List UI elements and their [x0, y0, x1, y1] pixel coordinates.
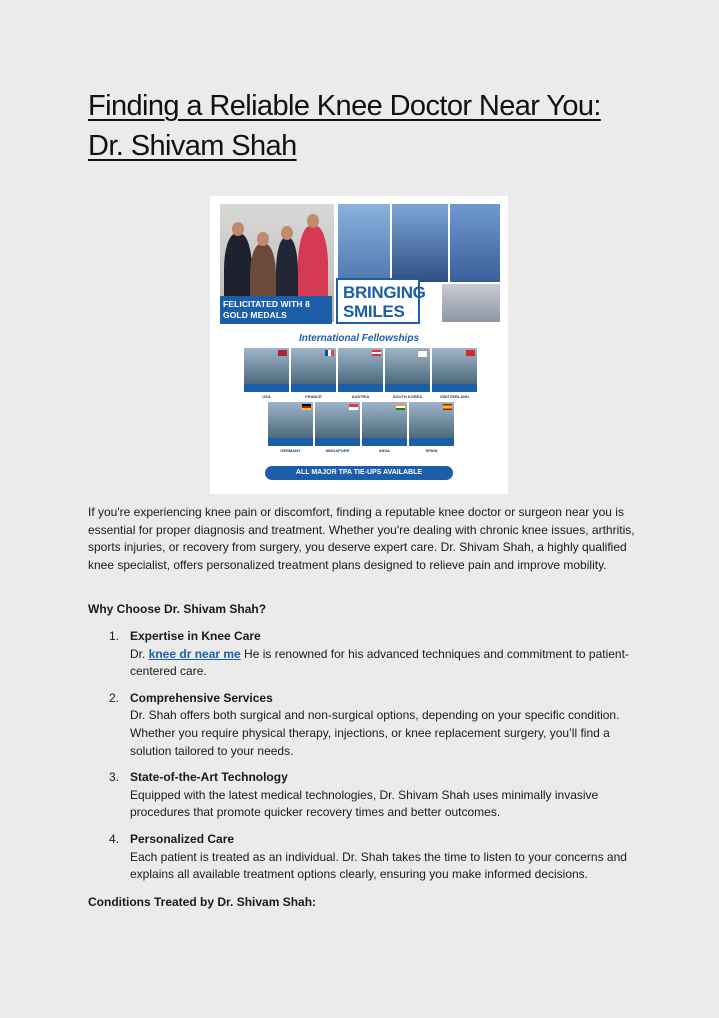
reasons-list	[88, 628, 636, 893]
conditions-heading: Conditions Treated by Dr. Shivam Shah:	[88, 895, 317, 909]
list-number: 4.	[109, 831, 120, 846]
intro-paragraph: If you're experiencing knee pain or discomfort, finding a reputable knee doctor or surgeon near you is essential for proper diagnosis and treatment. Whether you're dealing with chronic knee issues, arthritis, sports injuries, or recovery from surgery, you deserve expert care. Dr. Shivam Shah, a highly qualified knee specialist, offers personalized treatment plans designed to relieve pain and improve mobility.	[88, 505, 635, 572]
list-number: 1.	[109, 629, 120, 643]
fellowship-card	[385, 348, 430, 402]
fellowship-card	[432, 348, 477, 402]
list-item	[88, 628, 636, 681]
knee-dr-near-me-link[interactable]: knee dr near me	[148, 646, 241, 661]
list-item	[88, 690, 636, 760]
fellowship-country: SOUTH KOREA	[385, 392, 430, 402]
fellowship-country: GERMANY	[268, 446, 313, 456]
list-item	[88, 831, 636, 884]
list-item-text: He is renowned for his advanced techniques and commitment to patient-centered care.	[130, 646, 629, 679]
fellowship-country: FRANCE	[291, 392, 336, 402]
page-title	[88, 86, 648, 166]
bringing-smiles-banner: BRINGING SMILES	[336, 278, 420, 324]
fellowship-country: INDIA	[362, 446, 407, 456]
list-number: 2.	[109, 690, 120, 705]
promo-poster-image	[210, 196, 508, 494]
fellowship-country: AUSTRIA	[338, 392, 383, 402]
title-line-2: Dr. Shivam Shah	[88, 130, 297, 162]
fellowship-card	[409, 402, 454, 456]
fellowship-card	[362, 402, 407, 456]
fellowship-card	[315, 402, 360, 456]
fellowship-country: SINGAPORE	[315, 446, 360, 456]
list-item-prefix: Dr.	[130, 646, 149, 661]
fellowship-country: SWITZERLAND	[432, 392, 477, 402]
fellowship-country: SPAIN	[409, 446, 454, 456]
gold-medals-banner: FELICITATED WITH 8 GOLD MEDALS	[220, 296, 332, 324]
why-choose-heading: Why Choose Dr. Shivam Shah?	[88, 602, 267, 616]
list-item-title: Expertise in Knee Care	[130, 629, 261, 643]
fellowship-card	[244, 348, 289, 402]
list-item	[88, 769, 636, 822]
list-item-title: Comprehensive Services	[130, 690, 273, 705]
fellowship-card	[291, 348, 336, 402]
list-item-text: Dr. Shah offers both surgical and non-surgical options, depending on your specific condition. Whether you require physical therapy, injections, or knee replacement surgery, you’ll find a solution tailored to your needs.	[130, 708, 620, 758]
fellowship-row-1	[210, 348, 508, 404]
list-item-title: State-of-the-Art Technology	[130, 770, 288, 785]
title-line-1: Finding a Reliable Knee Doctor Near You:	[88, 90, 601, 122]
fellowship-card	[268, 402, 313, 456]
list-number: 3.	[109, 770, 120, 785]
tpa-tieups-badge: ALL MAJOR TPA TIE-UPS AVAILABLE	[265, 466, 453, 480]
list-item-text: Each patient is treated as an individual. Dr. Shah takes the time to listen to your concerns and explains all available treatment options clearly, ensuring you make informed decisions.	[130, 849, 627, 882]
fellowships-title: International Fellowships	[298, 333, 419, 344]
fellowship-row-2	[210, 402, 508, 458]
list-item-text: Equipped with the latest medical technologies, Dr. Shivam Shah uses minimally invasive procedures that promote quicker recovery times and better outcomes.	[130, 787, 599, 820]
fellowship-card	[338, 348, 383, 402]
list-item-title: Personalized Care	[130, 831, 235, 846]
fellowship-country: USA	[244, 392, 289, 402]
